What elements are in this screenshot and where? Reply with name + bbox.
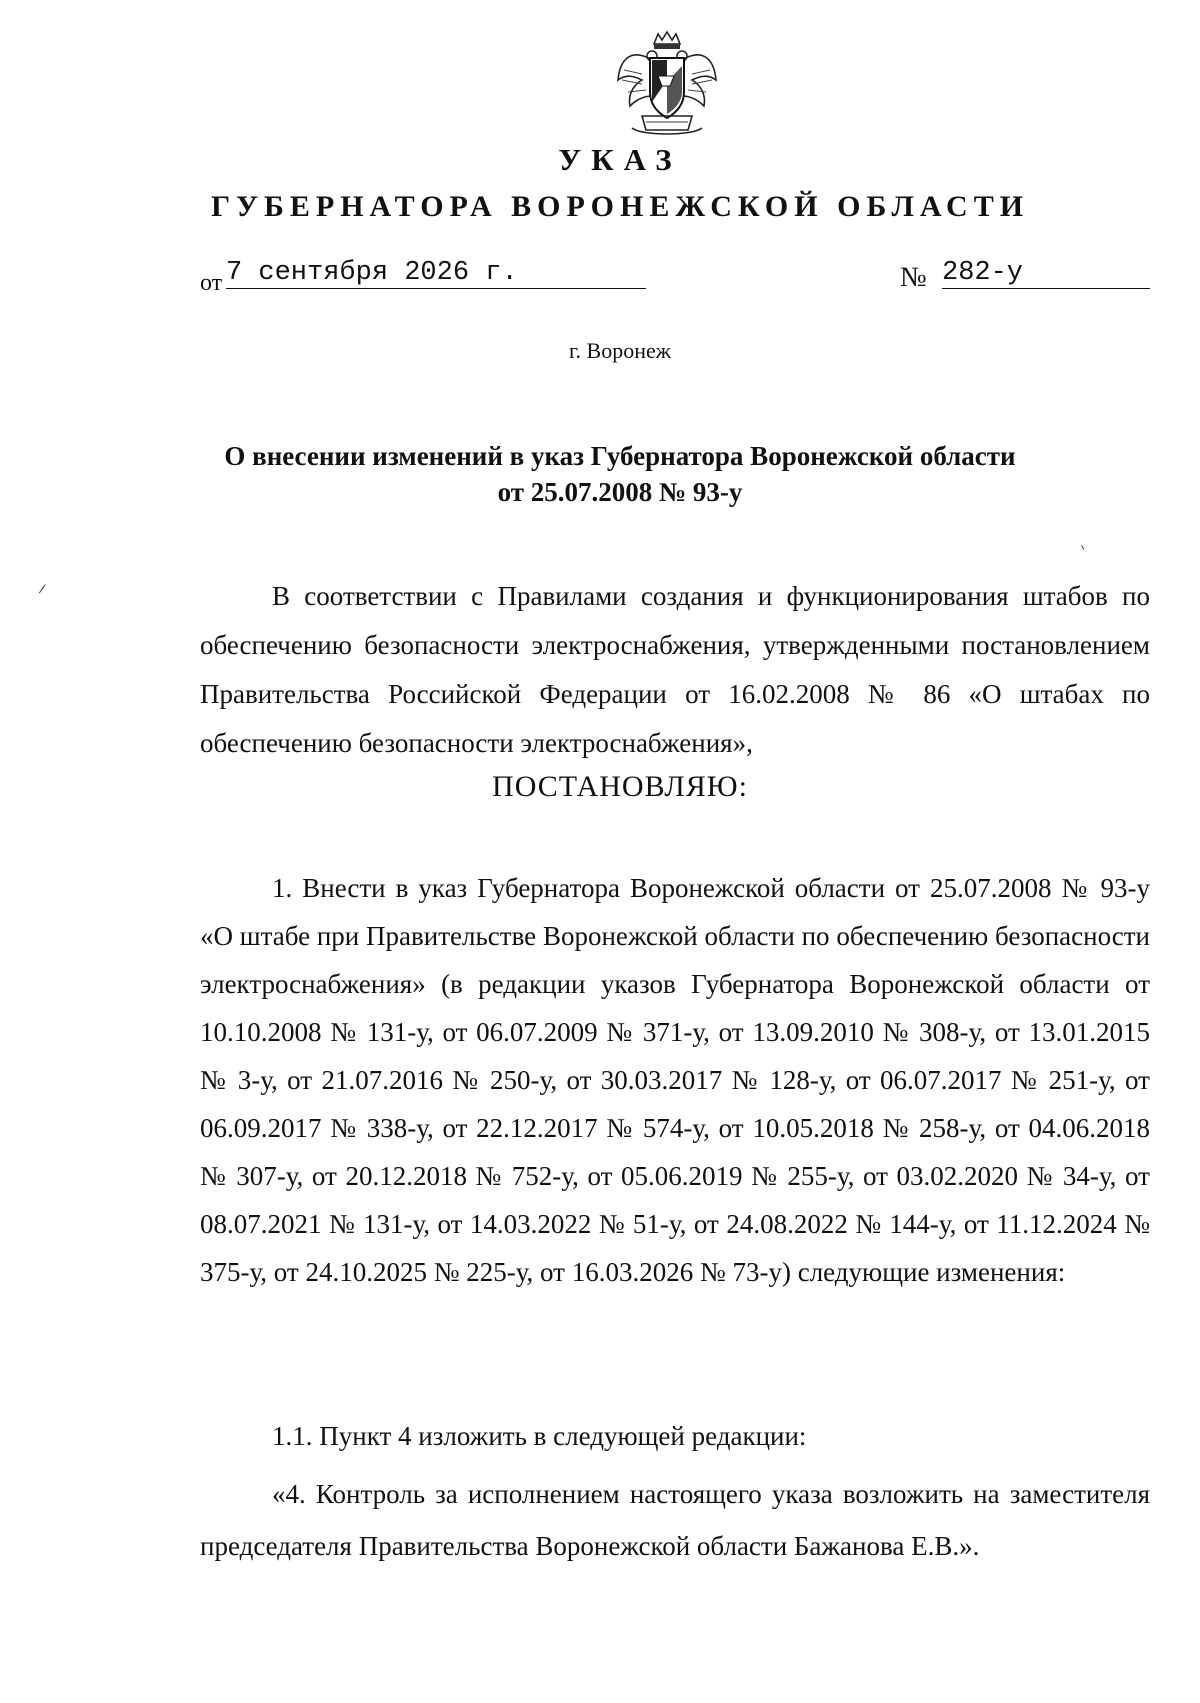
number-prefix: № [900, 262, 927, 293]
document-date: 7 сентября 2026 г. [226, 258, 518, 288]
issuer-title: ГУБЕРНАТОРА ВОРОНЕЖСКОЙ ОБЛАСТИ [210, 190, 1030, 223]
coat-of-arms-icon [612, 30, 722, 140]
date-underline [226, 288, 646, 289]
date-number-row [200, 258, 1150, 298]
scan-mark [1081, 543, 1088, 550]
item-1-paragraph: 1. Внести в указ Губернатора Воронежской области от 25.07.2008 № 93-у «О штабе при Правительстве Воронежской области по обеспечению безопасности электроснабжения» (в редакции указов Губернатора Воронежской области от 10.10.2008 № 131-у, от 06.07.2009 № 371-у, от 13.09.2010 № 308-у, от 13.01.2015 № 3-у, от 21.07.2016 № 250-у, от 30.03.2017 № 128-у, от 06.07.2017 № 251-у, от 06.09.2017 № 338-у, от 22.12.2017 № 574-у, от 10.05.2018 № 258-у, от 04.06.2018 № 307-у, от 20.12.2018 № 752-у, от 05.06.2019 № 255-у, от 03.02.2020 № 34-у, от 08.07.2021 № 131-у, от 14.03.2022 № 51-у, от 24.08.2022 № 144-у, от 11.12.2024 № 375-у, от 24.10.2025 № 225-у, от 16.03.2026 № 73-у) следующие изменения: [200, 873, 1150, 1287]
number-underline [942, 288, 1150, 289]
document-type-title: УКАЗ [558, 142, 682, 177]
subject-line-2: от 25.07.2008 № 93-у [497, 477, 743, 507]
subject-line-1: О внесении изменений в указ Губернатора Воронежской области [224, 441, 1016, 471]
document-number: 282-у [942, 258, 1024, 288]
preamble-paragraph: В соответствии с Правилами создания и функционирования штабов по обеспечению безопасности электроснабжения, утвержденными постановлением Правительства Российской Федерации от 16.02.2008 № 86 «О штабах по обеспечению безопасности электроснабжения», [200, 581, 1150, 758]
scan-mark [39, 585, 47, 595]
document-subject [0, 438, 1200, 510]
item-1-1-paragraph: 1.1. Пункт 4 изложить в следующей редакции: [272, 1421, 807, 1451]
date-prefix: от [200, 270, 223, 296]
decree-word: ПОСТАНОВЛЯЮ: [492, 770, 748, 803]
city: г. Воронеж [569, 338, 671, 363]
item-4-paragraph: «4. Контроль за исполнением настоящего указа возложить на заместителя председателя Правительства Воронежской области Бажанова Е.В.». [200, 1479, 1150, 1561]
